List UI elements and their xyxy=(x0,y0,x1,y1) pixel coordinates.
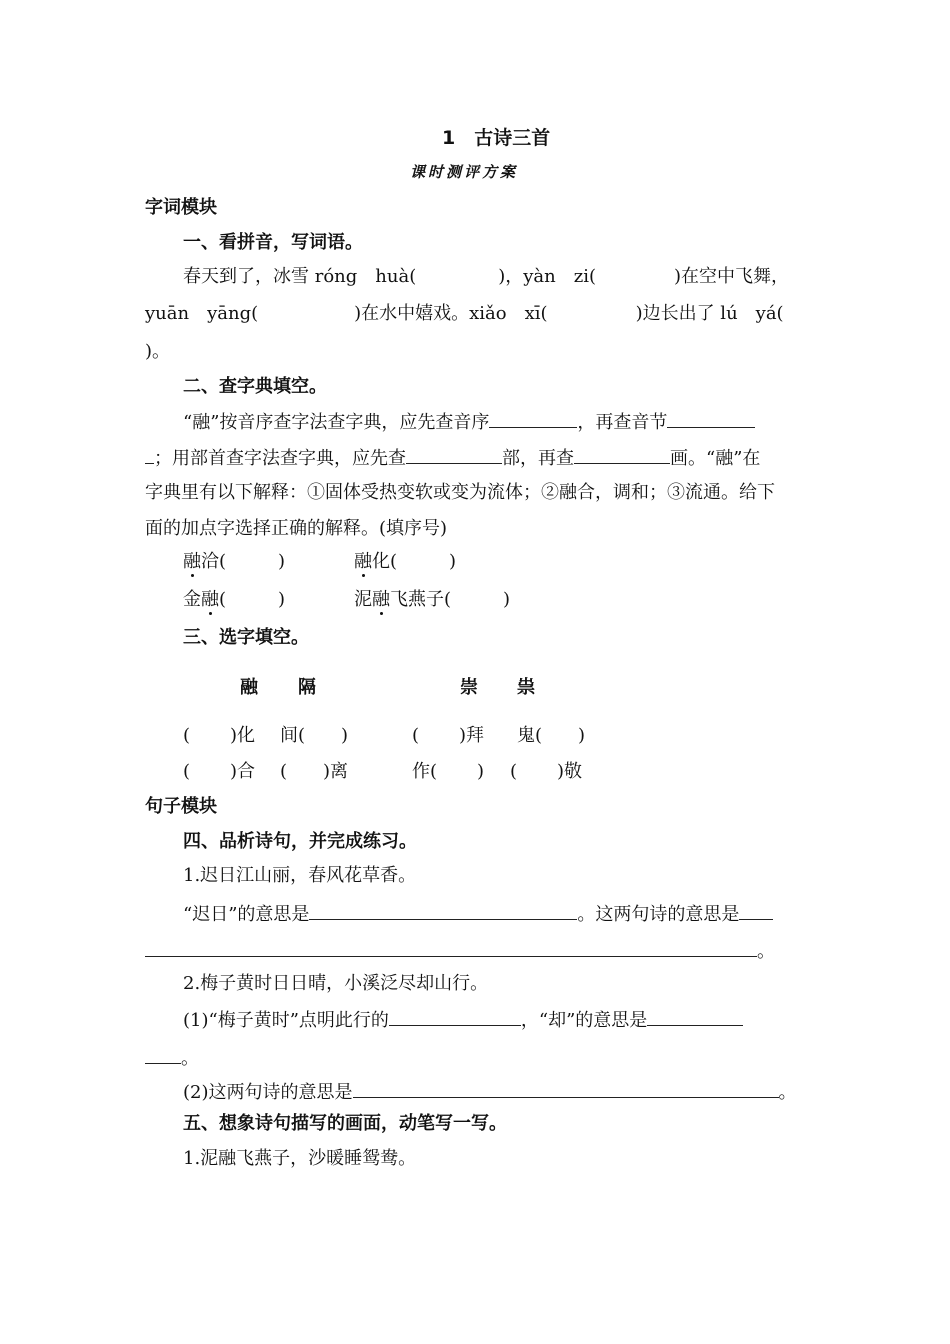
answer-line-meaning-1[interactable] xyxy=(739,900,773,920)
char-option-rong: 融 xyxy=(240,677,258,698)
q3-r1-c3: ( )拜 xyxy=(412,725,485,746)
char-option-sui: 祟 xyxy=(517,677,535,698)
q2-para-3: 字典里有以下解释：①固体受热变软或变为流体；②融合，调和；③流通。给下 xyxy=(145,482,775,503)
q2-para-2 xyxy=(145,444,760,471)
q4-poem-1: 1.迟日江山丽，春风花草香。 xyxy=(183,865,417,886)
q4-poem-2: 2.梅子黄时日日晴，小溪泛尽却山行。 xyxy=(183,973,489,994)
answer-line-chiri[interactable] xyxy=(309,900,577,920)
q4-poem-1-question: “迟日”的意思是 。这两句诗的意思是 xyxy=(183,900,773,927)
answer-line-que-cont[interactable] xyxy=(145,1044,181,1064)
q1-line2-text-c: )边长出了 lú yá( xyxy=(635,303,784,324)
answer-blank-yinjie[interactable] xyxy=(667,408,755,428)
question-5-title: 五、想象诗句描写的画面，动笔写一写。 xyxy=(183,1113,507,1134)
answer-line-meaning-1-cont[interactable] xyxy=(145,937,757,957)
q2-p2-text-a: ；用部首查字法查字典，应先查 xyxy=(154,448,406,469)
q2-item-nirong: 泥融飞燕子( ) xyxy=(354,589,511,610)
question-3-title: 三、选字填空。 xyxy=(183,627,309,648)
answer-blank-huashu[interactable] xyxy=(574,444,670,464)
question-4-title: 四、品析诗句，并完成练习。 xyxy=(183,831,417,852)
q1-line-2 xyxy=(145,302,784,326)
q2-p2-text-c: 画。“融”在 xyxy=(670,448,761,469)
section-heading-words: 字词模块 xyxy=(145,197,217,218)
section-heading-sentences: 句子模块 xyxy=(145,796,217,817)
q3-r2-c4: ( )敬 xyxy=(510,761,583,782)
q1-line1-text-b: )，yàn zi( xyxy=(498,266,596,287)
answer-line-meaning-2[interactable] xyxy=(353,1078,779,1098)
q2-item-rongqia: 融洽( ) xyxy=(183,551,286,572)
char-option-ge: 隔 xyxy=(298,677,316,698)
q1-line-1 xyxy=(183,265,789,289)
answer-line-season[interactable] xyxy=(389,1006,521,1026)
question-1-title: 一、看拼音，写词语。 xyxy=(183,232,363,253)
dotted-char: 融 xyxy=(183,551,201,572)
q2-p2-text-b: 部，再查 xyxy=(502,448,574,469)
q3-r2-c3: 作( ) xyxy=(412,761,485,782)
answer-blank-yinxu[interactable] xyxy=(489,408,577,428)
q5-poem-1: 1.泥融飞燕子，沙暖睡鸳鸯。 xyxy=(183,1148,417,1169)
q4-poem-1-question-cont: 。 xyxy=(145,937,775,964)
dotted-char: 融 xyxy=(354,551,372,572)
q4-poem-2-question-2: (2)这两句诗的意思是 。 xyxy=(183,1078,797,1105)
q2-para-1 xyxy=(183,408,755,435)
answer-blank-bushou[interactable] xyxy=(406,444,502,464)
q1-line1-text-a: 春天到了，冰雪 róng huà( xyxy=(183,266,417,287)
q4-poem-2-question-1: (1)“梅子黄时”点明此行的 ，“却”的意思是 xyxy=(183,1006,743,1033)
q3-r1-c1: ( )化 xyxy=(183,725,256,746)
q1-line2-text-b: )在水中嬉戏。xiǎo xī( xyxy=(354,303,548,324)
answer-blank-yinjie-cont[interactable] xyxy=(145,444,154,464)
q3-r1-c4: 鬼( ) xyxy=(517,725,586,746)
q1-line2-text-a: yuān yāng( xyxy=(145,303,259,324)
q2-para-4: 面的加点字选择正确的解释。(填序号) xyxy=(145,518,448,539)
q2-p1-text-b: ，再查音节 xyxy=(577,412,668,433)
page-title: 1 古诗三首 xyxy=(442,127,551,149)
q2-p1-text-a: “融”按音序查字法查字典，应先查音序 xyxy=(183,412,490,433)
q3-r2-c1: ( )合 xyxy=(183,761,256,782)
q4-poem-2-question-1-cont: 。 xyxy=(145,1044,199,1071)
dotted-char: 融 xyxy=(201,589,219,610)
q1-line1-text-c: )在空中飞舞， xyxy=(674,266,790,287)
answer-line-que[interactable] xyxy=(647,1006,743,1026)
page-subtitle: 课时测评方案 xyxy=(410,163,519,181)
q3-r1-c2: 间( ) xyxy=(280,725,349,746)
q1-line-3: )。 xyxy=(145,341,171,362)
char-option-chong: 崇 xyxy=(460,677,478,698)
q2-item-jinrong: 金融( ) xyxy=(183,589,286,610)
dotted-char: 融 xyxy=(372,589,390,610)
question-2-title: 二、查字典填空。 xyxy=(183,376,327,397)
q3-r2-c2: ( )离 xyxy=(280,761,349,782)
q2-item-ronghua: 融化( ) xyxy=(354,551,457,572)
